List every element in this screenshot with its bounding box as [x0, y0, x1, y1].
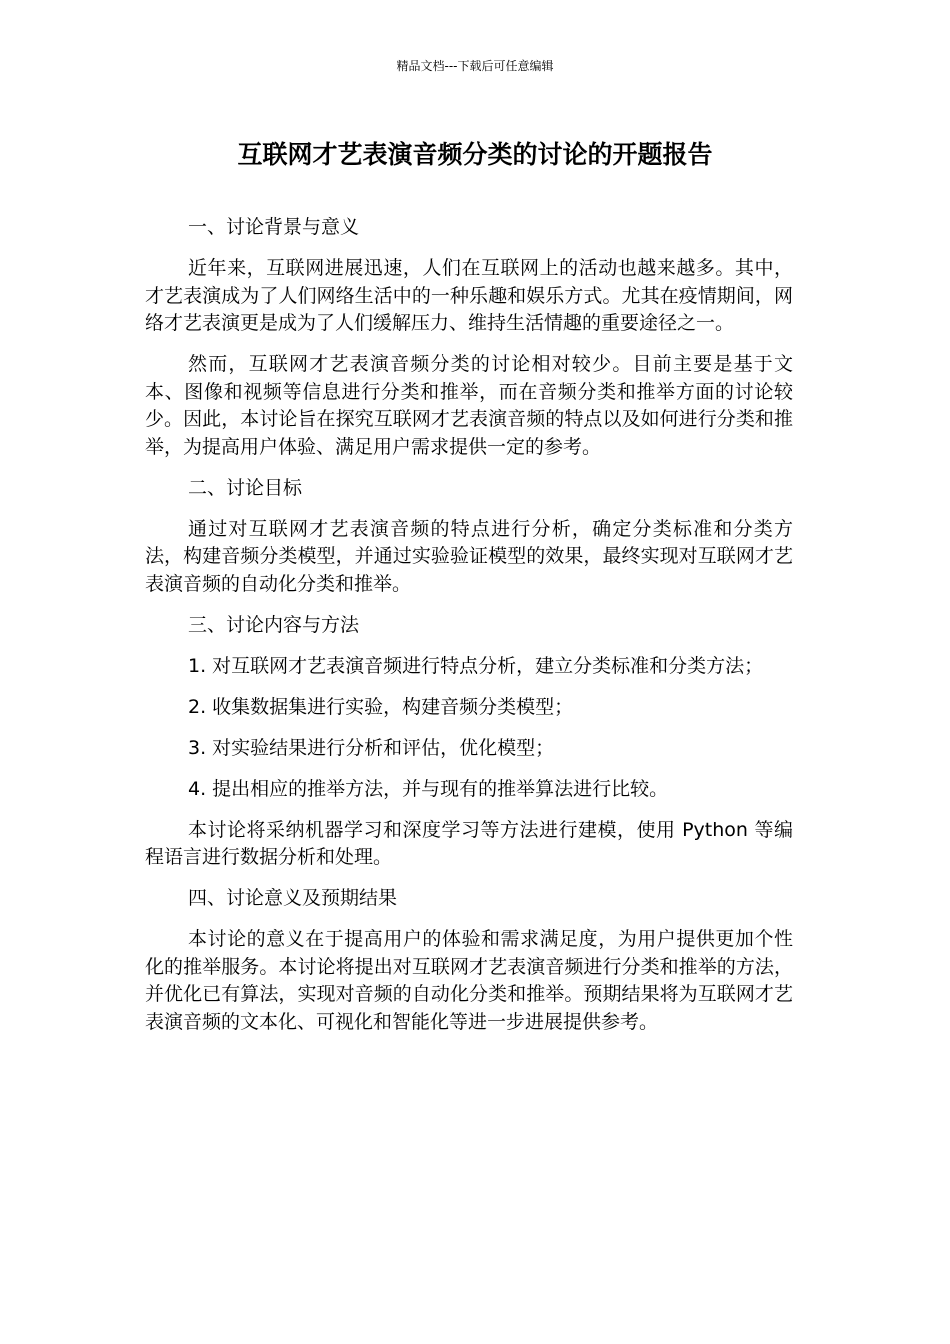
section-heading-goals: 二、讨论目标: [188, 476, 303, 499]
paragraph-background-1: 近年来，互联网进展迅速，人们在互联网上的活动也越来越多。其中，才艺表演成为了人们网络生活中的一种乐趣和娱乐方式。尤其在疫情期间，网络才艺表演更是成为了人们缓解压力、维持生活情趣的重要途径之一。: [145, 257, 793, 334]
section-heading-significance: 四、讨论意义及预期结果: [188, 887, 398, 909]
list-item-method-3: 3. 对实验结果进行分析和评估，优化模型；: [188, 736, 555, 759]
paragraph-goals: 通过对互联网才艺表演音频的特点进行分析，确定分类标准和分类方法，构建音频分类模型，并通过实验验证模型的效果，最终实现对互联网才艺表演音频的自动化分类和推举。: [145, 517, 793, 595]
list-item-method-1: 1. 对互联网才艺表演音频进行特点分析，建立分类标准和分类方法；: [188, 654, 764, 677]
paragraph-methods-tools: 本讨论将采纳机器学习和深度学习等方法进行建模，使用 Python 等编程语言进行数据分析和处理。: [145, 818, 793, 868]
list-item-method-2: 2. 收集数据集进行实验，构建音频分类模型；: [188, 695, 574, 718]
section-heading-background: 一、讨论背景与意义: [188, 216, 360, 238]
document-title: 互联网才艺表演音频分类的讨论的开题报告: [237, 140, 713, 169]
section-heading-methods: 三、讨论内容与方法: [188, 613, 360, 636]
list-item-method-4: 4. 提出相应的推举方法，并与现有的推举算法进行比较。: [188, 777, 669, 800]
paragraph-significance: 本讨论的意义在于提高用户的体验和需求满足度，为用户提供更加个性化的推举服务。本讨论将提出对互联网才艺表演音频进行分类和推举的方法，并优化已有算法，实现对音频的自动化分类和推举。预期结果将为互联网才艺表演音频的文本化、可视化和智能化等进一步进展提供参考。: [145, 928, 793, 1033]
document-body: [145, 214, 793, 1050]
paragraph-background-2: 然而，互联网才艺表演音频分类的讨论相对较少。目前主要是基于文本、图像和视频等信息进行分类和推举，而在音频分类和推举方面的讨论较少。因此，本讨论旨在探究互联网才艺表演音频的特点以及如何进行分类和推举，为提高用户体验、满足用户需求提供一定的参考。: [145, 353, 793, 458]
page-header-note: 精品文档---下载后可任意编辑: [396, 59, 554, 73]
